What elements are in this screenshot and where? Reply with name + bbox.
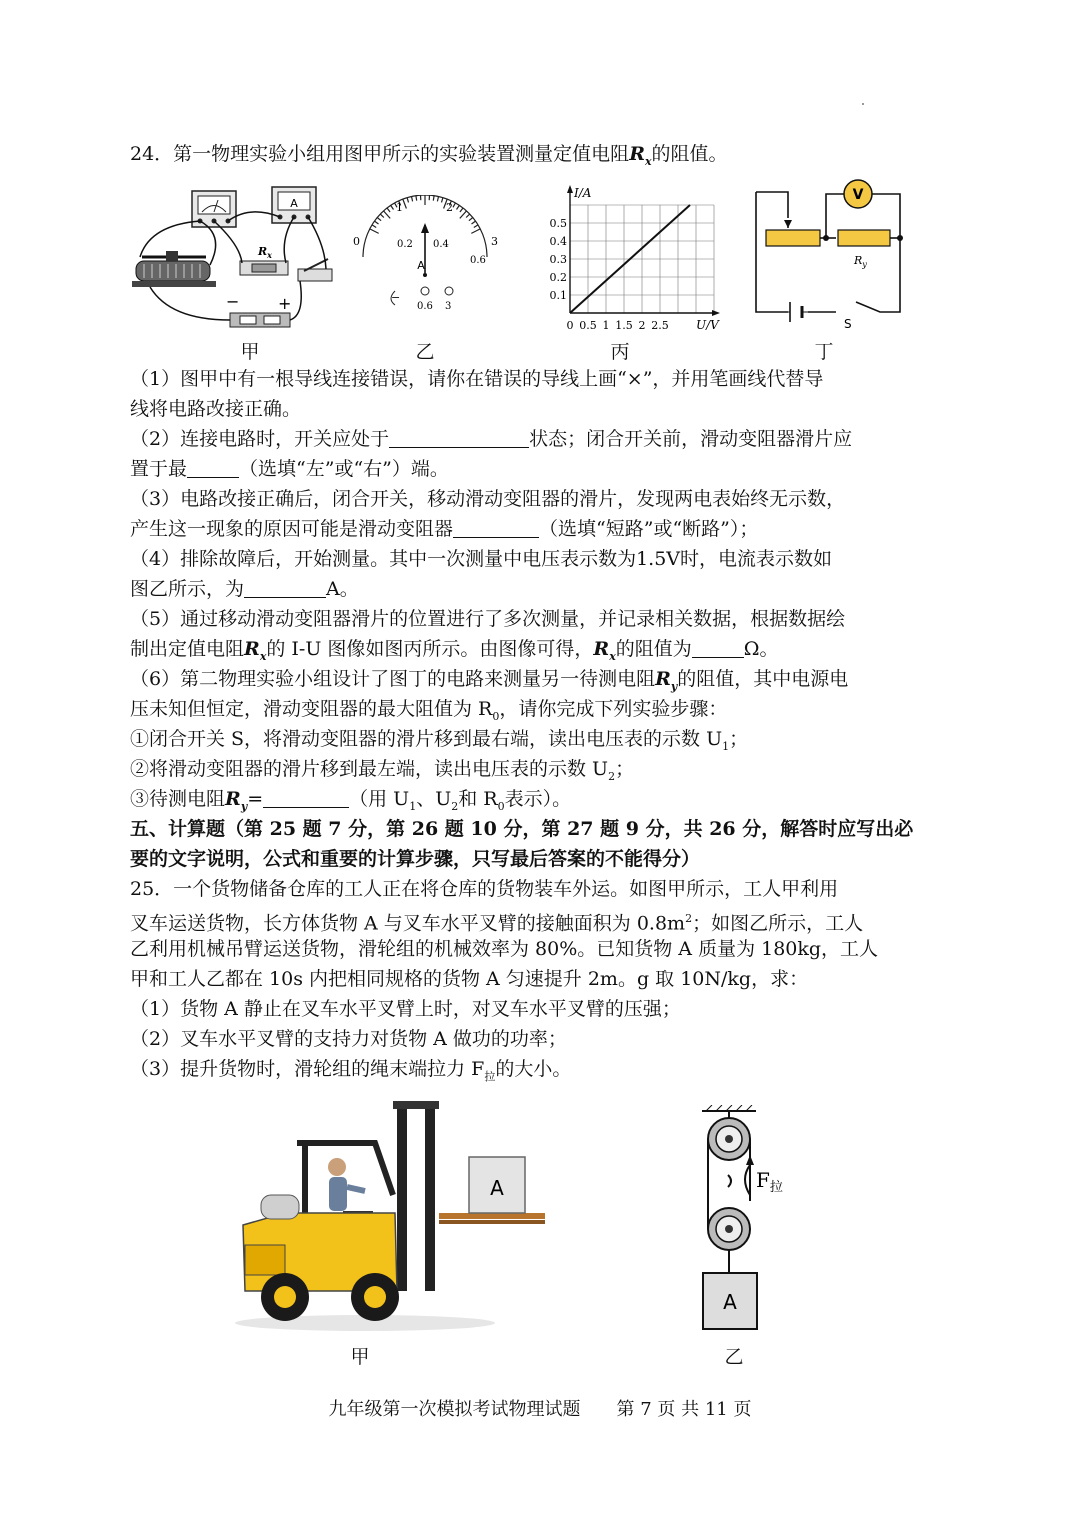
svg-text:1: 1: [602, 319, 610, 332]
q24-step2: ②将滑动变阻器的滑片移到最左端，读出电压表的示数 $U_2$；: [130, 758, 635, 783]
svg-text:+: +: [278, 294, 292, 313]
svg-text:3: 3: [491, 235, 498, 248]
q25-question2: （2）叉车水平叉臂的支持力对货物 A 做功的功率；: [130, 1028, 567, 1050]
q24-step3: ③待测电阻$R_y=$ （用 $U_1$、$U_2$和 $R_0$表示）。: [130, 788, 572, 813]
answer-blank-ry-expression[interactable]: [263, 787, 349, 808]
svg-text:Ry: $R_y$: [854, 254, 867, 269]
q25-line1: 25．一个货物储备仓库的工人正在将仓库的货物装车外运。如图甲所示，工人甲利用: [130, 878, 839, 900]
q24-part3-line1: （3）电路改接正确后，闭合开关，移动滑动变阻器的滑片，发现两电表始终无示数，: [130, 488, 846, 510]
caption-jia: 甲: [240, 341, 260, 363]
svg-text:A: A: [417, 259, 425, 272]
svg-text:0: 0: [566, 319, 574, 332]
caption-forklift-jia: 甲: [350, 1346, 370, 1368]
svg-text:0.2: 0.2: [397, 239, 413, 250]
q24-part2-line1: （2）连接电路时，开关应处于 状态；闭合开关前，滑动变阻器滑片应: [130, 428, 853, 450]
q24-part4-line1: （4）排除故障后，开始测量。其中一次测量中电压表示数为1.5V时，电流表示数如: [130, 548, 833, 570]
svg-text:0.3: 0.3: [549, 253, 567, 266]
resistor-rx: [240, 245, 288, 275]
svg-text:A: A: [290, 197, 298, 210]
svg-text:2.5: 2.5: [651, 319, 669, 332]
q24-part2-line2: 置于最 （选填“左”或“右”）端。: [130, 458, 449, 480]
svg-text:F拉: $F_拉$: [756, 1168, 783, 1195]
q24-part3-line2: 产生这一现象的原因可能是滑动变阻器 （选填“短路”或“断路”）；: [130, 518, 759, 540]
svg-text:1.5: 1.5: [615, 319, 633, 332]
svg-text:S: S: [844, 317, 852, 331]
svg-text:0: 0: [353, 235, 360, 248]
svg-text:0.1: 0.1: [549, 289, 567, 302]
svg-text:0.5: 0.5: [579, 319, 597, 332]
svg-text:3: 3: [445, 301, 452, 312]
svg-text:V: V: [852, 187, 864, 203]
figure-pulley-system: [690, 1105, 800, 1335]
svg-text:0.6: 0.6: [417, 301, 433, 312]
q24-part1-line1: （1）图甲中有一根导线连接错误，请你在错误的导线上画“×”，并用笔画线代替导: [130, 368, 824, 390]
battery-box: [226, 292, 291, 327]
svg-text:1: 1: [396, 201, 403, 214]
q24-part4-line2: 图乙所示，为 A。: [130, 578, 359, 600]
rheostat-device: [132, 251, 216, 287]
q25-line2: 叉车运送货物，长方体货物 A 与叉车水平叉臂的接触面积为 $0.8m^2$；如图乙所示，工人: [130, 912, 864, 935]
cargo-box-a-pulley: [703, 1273, 757, 1329]
page-footer: 九年级第一次模拟考试物理试题 第 7 页 共 11 页: [328, 1399, 752, 1420]
svg-text:0.5: 0.5: [549, 217, 567, 230]
q24-part5-line2: 制出定值电阻$R_x$的 I-U 图像如图丙所示。由图像可得，$R_x$的阻值为 Ω。: [130, 638, 779, 663]
figure-forklift: [225, 1095, 555, 1335]
caption-ding: 丁: [814, 341, 834, 363]
figure-yi-ammeter-dial: [345, 195, 505, 320]
svg-text:Rx: $R_x$: [258, 245, 272, 260]
caption-yi: 乙: [415, 341, 435, 363]
q25-question3: （3）提升货物时，滑轮组的绳末端拉力 $F_拉$的大小。: [130, 1058, 572, 1083]
svg-text:I/A: I/A: [574, 186, 592, 200]
svg-text:0.4: 0.4: [549, 235, 567, 248]
answer-blank-switch-state[interactable]: [389, 427, 529, 448]
svg-text:−: −: [226, 292, 240, 311]
answer-blank-fault[interactable]: [453, 517, 539, 538]
section5-heading-line1: 五、计算题（第 25 题 7 分，第 26 题 10 分，第 27 题 9 分，共 26 分，解答时应写出必: [130, 818, 914, 840]
resistor-ry-symbol: [838, 230, 890, 246]
svg-text:0.4: 0.4: [433, 239, 449, 250]
svg-text:0.6: 0.6: [470, 255, 486, 266]
q24-title: 24．第一物理实验小组用图甲所示的实验装置测量定值电阻$R_x$的阻值。: [130, 143, 728, 168]
caption-bing: 丙: [610, 341, 630, 363]
svg-text:2: 2: [638, 319, 646, 332]
section5-heading-line2: 要的文字说明，公式和重要的计算步骤，只写最后答案的不能得分）: [130, 848, 701, 870]
answer-blank-resistance[interactable]: [692, 637, 744, 658]
answer-blank-current[interactable]: [244, 577, 326, 598]
svg-text:A: A: [490, 1176, 504, 1200]
answer-blank-slider-end[interactable]: [187, 457, 239, 478]
figure-ding-circuit-diagram: [748, 172, 908, 332]
caption-pulley-yi: 乙: [724, 1346, 744, 1368]
scan-speck: [862, 103, 864, 105]
cargo-box-a: [469, 1157, 525, 1213]
q24-step1: ①闭合开关 S，将滑动变阻器的滑片移到最右端，读出电压表的示数 $U_1$；: [130, 728, 749, 753]
q25-line3: 乙利用机械吊臂运送货物，滑轮组的机械效率为 80%。已知货物 A 质量为 180kg，工人: [130, 938, 879, 960]
svg-text:A: A: [723, 1290, 737, 1314]
q24-part5-line1: （5）通过移动滑动变阻器滑片的位置进行了多次测量，并记录相关数据，根据数据绘: [130, 608, 846, 630]
q25-question1: （1）货物 A 静止在叉车水平叉臂上时，对叉车水平叉臂的压强；: [130, 998, 681, 1020]
svg-text:0.2: 0.2: [549, 271, 567, 284]
q24-part6-line2: 压未知但恒定，滑动变阻器的最大阻值为 $R_0$，请你完成下列实验步骤：: [130, 698, 728, 723]
switch-device: [298, 259, 332, 281]
q24-part6-line1: （6）第二物理实验小组设计了图丁的电路来测量另一待测电阻$R_y$的阻值，其中电源电: [130, 668, 849, 693]
rheostat-symbol: [766, 230, 820, 246]
figure-bing-iu-graph: [540, 183, 730, 333]
figure-jia-circuit-setup: [130, 185, 340, 335]
svg-text:U/V: U/V: [696, 318, 719, 332]
svg-text:−: −: [391, 291, 401, 304]
svg-text:2: 2: [446, 201, 453, 214]
q25-line4: 甲和工人乙都在 10s 内把相同规格的货物 A 匀速提升 2m。g 取 10N/kg，求：: [130, 968, 809, 990]
q24-part1-line2: 线将电路改接正确。: [130, 398, 302, 420]
